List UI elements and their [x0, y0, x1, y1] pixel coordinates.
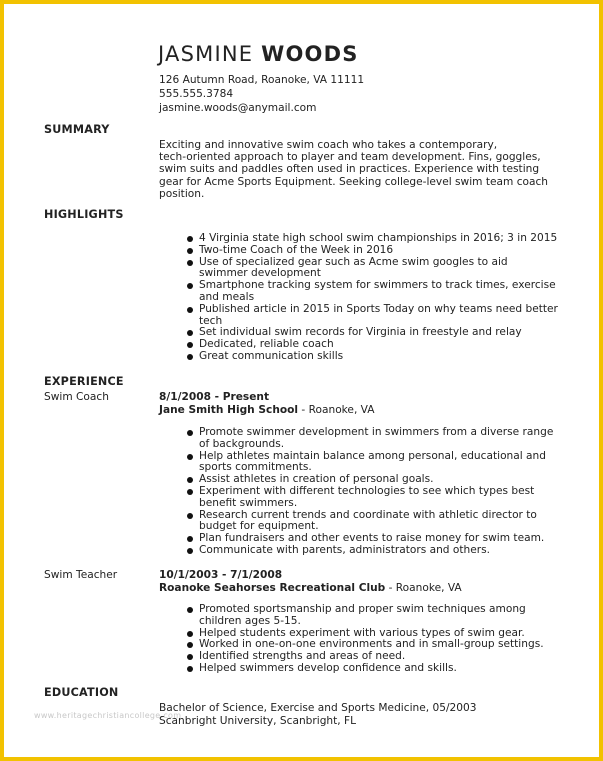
email[interactable]: jasmine.woods@anymail.com: [159, 102, 317, 114]
highlights-list: [159, 233, 559, 363]
list-item: Promote swimmer development in swimmers from a diverse range of backgrounds.: [159, 427, 559, 451]
summary-text: [159, 139, 549, 200]
job-duties-list: [159, 604, 559, 675]
employer: [159, 404, 375, 416]
phone: 555.555.3784: [159, 88, 234, 100]
degree: Bachelor of Science, Exercise and Sports Medicine, 05/2003: [159, 702, 477, 714]
address: 126 Autumn Road, Roanoke, VA 11111: [159, 74, 365, 86]
list-item: Set individual swim records for Virginia in freestyle and relay: [159, 327, 559, 339]
list-item: Two-time Coach of the Week in 2016: [159, 245, 559, 257]
list-item: Published article in 2015 in Sports Today on why teams need better tech: [159, 304, 559, 328]
candidate-name: [158, 41, 359, 67]
contact-info: [159, 73, 364, 115]
resume-document: [4, 4, 599, 757]
list-item: Identified strengths and areas of need.: [159, 651, 559, 663]
employer: [159, 582, 462, 594]
watermark: www.heritagechristiancollege.com: [34, 711, 182, 720]
list-item: Plan fundraisers and other events to raise money for swim team.: [159, 533, 559, 545]
job-dates: 8/1/2008 - Present: [159, 391, 270, 403]
summary-line: tech-oriented approach to player and team development. Fins, goggles,: [159, 151, 541, 164]
list-item: Smartphone tracking system for swimmers to track times, exercise and meals: [159, 280, 559, 304]
list-item: Worked in one-on-one environments and in small-group settings.: [159, 639, 559, 651]
list-item: Help athletes maintain balance among personal, educational and sports commitments.: [159, 451, 559, 475]
job-dates: 10/1/2003 - 7/1/2008: [159, 569, 283, 581]
last-name: WOODS: [261, 42, 359, 66]
summary-heading: SUMMARY: [44, 123, 110, 136]
job-title: Swim Teacher: [44, 569, 118, 581]
summary-line: position.: [159, 187, 205, 200]
employer-name: Jane Smith High School: [159, 404, 299, 416]
experience-heading: EXPERIENCE: [44, 375, 124, 388]
summary-line: Exciting and innovative swim coach who takes a contemporary,: [159, 139, 498, 151]
employer-location: - Roanoke, VA: [385, 582, 462, 594]
first-name: JASMINE: [158, 42, 254, 66]
highlights-heading: HIGHLIGHTS: [44, 208, 124, 221]
list-item: Research current trends and coordinate with athletic director to budget for equipment.: [159, 510, 559, 534]
list-item: Dedicated, reliable coach: [159, 339, 559, 351]
job-title: Swim Coach: [44, 391, 109, 403]
list-item: Great communication skills: [159, 351, 559, 363]
summary-line: swim suits and paddles often used in practices. Experience with testing: [159, 163, 540, 176]
summary-line: gear for Acme Sports Equipment. Seeking college-level swim team coach: [159, 175, 549, 188]
school: Scanbright University, Scanbright, FL: [159, 715, 357, 727]
list-item: Communicate with parents, administrators and others.: [159, 545, 559, 557]
list-item: Promoted sportsmanship and proper swim techniques among children ages 5-15.: [159, 604, 559, 628]
list-item: Assist athletes in creation of personal goals.: [159, 474, 559, 486]
employer-location: - Roanoke, VA: [298, 404, 375, 416]
list-item: Helped swimmers develop confidence and skills.: [159, 663, 559, 675]
employer-name: Roanoke Seahorses Recreational Club: [159, 582, 386, 594]
job-duties-list: [159, 427, 559, 557]
list-item: Use of specialized gear such as Acme swim googles to aid swimmer development: [159, 257, 559, 281]
list-item: Helped students experiment with various types of swim gear.: [159, 628, 559, 640]
education-heading: EDUCATION: [44, 686, 119, 699]
education-details: [159, 702, 477, 728]
list-item: 4 Virginia state high school swim championships in 2016; 3 in 2015: [159, 233, 559, 245]
list-item: Experiment with different technologies to see which types best benefit swimmers.: [159, 486, 559, 510]
